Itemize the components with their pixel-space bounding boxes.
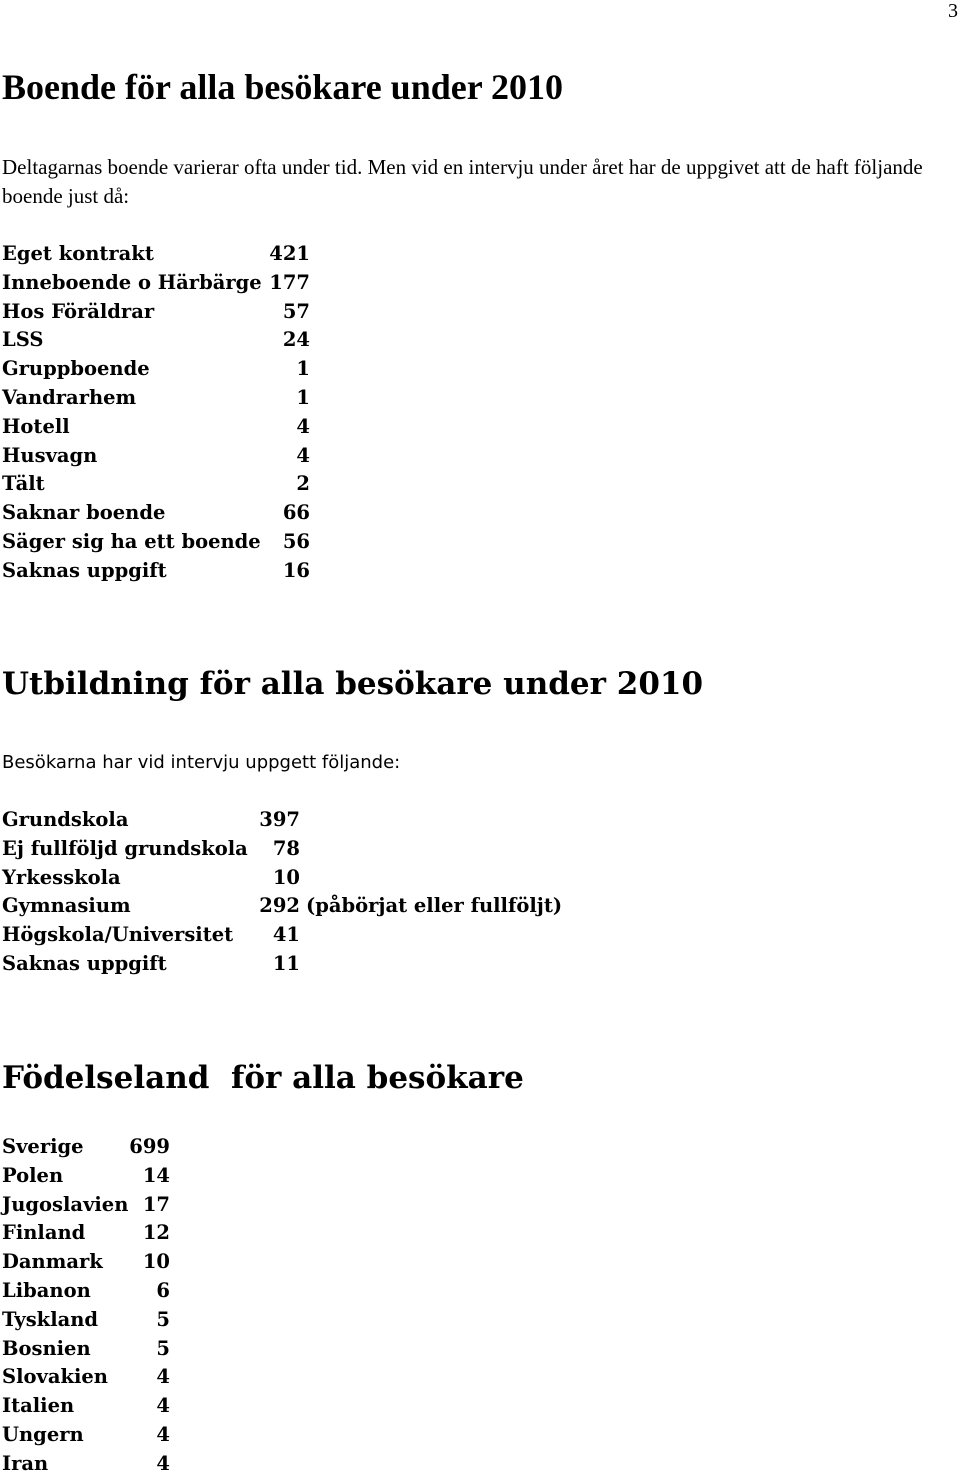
utbildning-row-note: (påbörjat eller fullföljt) bbox=[306, 894, 563, 918]
boende-row-label: Saknas uppgift bbox=[2, 558, 167, 582]
fodelseland-row bbox=[2, 1450, 170, 1479]
boende-row bbox=[2, 413, 310, 442]
intro-boende: Deltagarnas boende varierar ofta under tid. Men vid en intervju under året har de uppgivet att de haft följande boende just då: bbox=[2, 155, 923, 208]
fodelseland-row-label: Danmark bbox=[2, 1250, 103, 1274]
utbildning-row-value: 41 bbox=[272, 923, 300, 947]
fodelseland-row-value: 4 bbox=[156, 1365, 170, 1389]
boende-row-value: 421 bbox=[269, 242, 310, 265]
boende-row-value: 66 bbox=[282, 501, 310, 525]
boende-row bbox=[2, 326, 310, 355]
boende-row bbox=[2, 499, 310, 528]
fodelseland-row bbox=[2, 1363, 170, 1392]
fodelseland-row-label: Tyskland bbox=[2, 1307, 99, 1331]
utbildning-row-value: 78 bbox=[272, 836, 300, 860]
fodelseland-row-value: 5 bbox=[156, 1336, 170, 1360]
fodelseland-row-value: 5 bbox=[156, 1307, 170, 1331]
utbildning-list bbox=[2, 806, 563, 979]
boende-row-value: 24 bbox=[282, 328, 310, 352]
fodelseland-row bbox=[2, 1248, 170, 1277]
utbildning-row-value: 11 bbox=[272, 951, 300, 975]
utbildning-row-label: Yrkesskola bbox=[2, 865, 121, 889]
boende-row-label: LSS bbox=[2, 328, 44, 352]
section-title-boende: Boende för alla besökare under 2010 bbox=[2, 67, 564, 107]
fodelseland-row-value: 17 bbox=[142, 1192, 170, 1216]
utbildning-row-value: 10 bbox=[272, 865, 300, 889]
utbildning-row bbox=[2, 864, 300, 893]
fodelseland-row-label: Libanon bbox=[2, 1278, 91, 1302]
fodelseland-row bbox=[2, 1191, 170, 1220]
boende-row-label: Vandrarhem bbox=[2, 385, 137, 409]
fodelseland-row bbox=[2, 1162, 170, 1191]
boende-row bbox=[2, 298, 310, 327]
fodelseland-row-value: 699 bbox=[129, 1135, 170, 1158]
boende-row-label: Gruppboende bbox=[2, 357, 150, 381]
fodelseland-row bbox=[2, 1335, 170, 1364]
boende-row bbox=[2, 528, 310, 557]
boende-row-value: 16 bbox=[282, 558, 310, 582]
utbildning-row bbox=[2, 892, 563, 921]
utbildning-row bbox=[2, 806, 300, 835]
boende-row-value: 1 bbox=[296, 385, 310, 409]
fodelseland-row-value: 4 bbox=[156, 1451, 170, 1475]
fodelseland-row-label: Bosnien bbox=[2, 1336, 91, 1360]
boende-row bbox=[2, 557, 310, 586]
boende-row-label: Säger sig ha ett boende bbox=[2, 529, 261, 553]
section-title-utbildning: Utbildning för alla besökare under 2010 bbox=[2, 666, 704, 702]
fodelseland-row-label: Sverige bbox=[2, 1135, 84, 1158]
section-title-fodelseland: Födelseland för alla besökare bbox=[2, 1060, 524, 1096]
utbildning-row-label: Högskola/Universitet bbox=[2, 923, 234, 947]
fodelseland-row bbox=[2, 1219, 170, 1248]
boende-row bbox=[2, 384, 310, 413]
boende-row bbox=[2, 442, 310, 471]
boende-row-label: Saknar boende bbox=[2, 501, 166, 525]
fodelseland-row-label: Finland bbox=[2, 1221, 86, 1245]
boende-row bbox=[2, 355, 310, 384]
boende-row-value: 4 bbox=[296, 414, 310, 438]
utbildning-row bbox=[2, 950, 300, 979]
fodelseland-row bbox=[2, 1421, 170, 1450]
fodelseland-row-label: Polen bbox=[2, 1163, 64, 1187]
fodelseland-row-value: 14 bbox=[142, 1163, 170, 1187]
boende-row-label: Hos Föräldrar bbox=[2, 299, 155, 323]
fodelseland-row bbox=[2, 1277, 170, 1306]
boende-row-value: 2 bbox=[296, 472, 310, 496]
fodelseland-row-value: 4 bbox=[156, 1422, 170, 1446]
utbildning-row-label: Grundskola bbox=[2, 808, 129, 831]
fodelseland-row-value: 6 bbox=[156, 1278, 170, 1302]
utbildning-row-label: Ej fullföljd grundskola bbox=[2, 836, 248, 860]
intro-utbildning: Besökarna har vid intervju uppgett följande: bbox=[2, 752, 401, 773]
boende-row-label: Inneboende o Härbärge bbox=[2, 270, 262, 294]
boende-list bbox=[2, 240, 310, 586]
boende-row-label: Hotell bbox=[2, 414, 70, 438]
boende-row-value: 57 bbox=[282, 299, 310, 323]
boende-row bbox=[2, 240, 310, 269]
fodelseland-row-label: Ungern bbox=[2, 1422, 84, 1446]
boende-row-label: Eget kontrakt bbox=[2, 242, 154, 265]
fodelseland-row-label: Iran bbox=[2, 1451, 49, 1475]
boende-row-label: Husvagn bbox=[2, 443, 98, 467]
fodelseland-row-value: 4 bbox=[156, 1394, 170, 1418]
fodelseland-row-label: Italien bbox=[2, 1394, 75, 1418]
utbildning-row-value: 397 bbox=[259, 808, 300, 831]
boende-row-value: 1 bbox=[296, 357, 310, 381]
boende-row-value: 4 bbox=[296, 443, 310, 467]
boende-row bbox=[2, 269, 310, 298]
utbildning-row bbox=[2, 921, 300, 950]
utbildning-row bbox=[2, 835, 300, 864]
boende-row-value: 56 bbox=[282, 529, 310, 553]
utbildning-row-label: Saknas uppgift bbox=[2, 951, 167, 975]
fodelseland-list bbox=[2, 1133, 170, 1479]
page-number: 3 bbox=[948, 0, 958, 22]
utbildning-row-value: 292 bbox=[259, 894, 300, 918]
fodelseland-row bbox=[2, 1133, 170, 1162]
utbildning-row-label: Gymnasium bbox=[2, 894, 131, 918]
fodelseland-row-label: Slovakien bbox=[2, 1365, 108, 1389]
fodelseland-row-label: Jugoslavien bbox=[2, 1192, 129, 1216]
fodelseland-row bbox=[2, 1306, 170, 1335]
boende-row-value: 177 bbox=[269, 270, 310, 294]
fodelseland-row bbox=[2, 1392, 170, 1421]
fodelseland-row-value: 10 bbox=[142, 1250, 170, 1274]
boende-row-label: Tält bbox=[2, 472, 45, 496]
boende-row bbox=[2, 470, 310, 499]
fodelseland-row-value: 12 bbox=[142, 1221, 170, 1245]
